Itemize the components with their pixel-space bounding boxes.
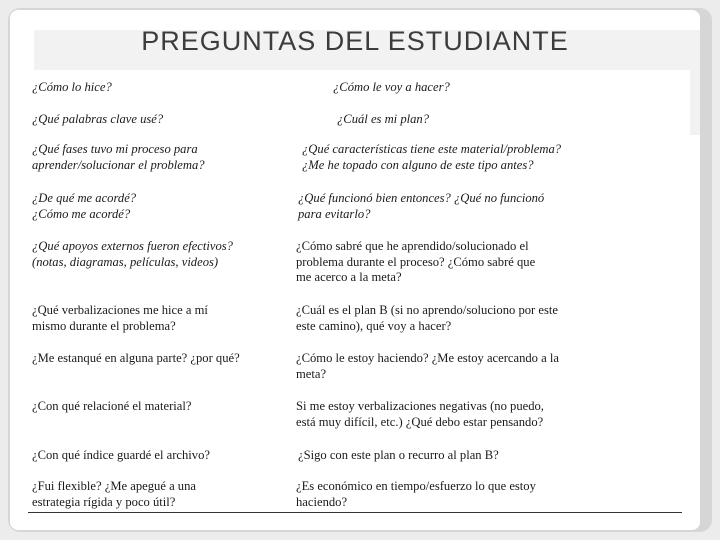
left-question-7: ¿Me estanqué en alguna parte? ¿por qué? bbox=[32, 351, 240, 365]
left-question-2: ¿Qué palabras clave usé? bbox=[32, 112, 164, 126]
left-question-1: ¿Cómo lo hice? bbox=[32, 80, 112, 94]
right-question-9: ¿Sigo con este plan o recurro al plan B? bbox=[298, 448, 499, 462]
right-question-3: ¿Qué características tiene este material/problema? ¿Me he topado con alguno de este tipo antes? bbox=[302, 142, 562, 172]
slide-title: PREGUNTAS DEL ESTUDIANTE bbox=[141, 26, 569, 56]
left-question-5: ¿Qué apoyos externos fueron efectivos? (notas, diagramas, películas, videos) bbox=[32, 239, 233, 269]
right-question-7: ¿Cómo le estoy haciendo? ¿Me estoy acercando a la meta? bbox=[296, 351, 559, 381]
right-question-10: ¿Es económico en tiempo/esfuerzo lo que estoy haciendo? bbox=[296, 479, 536, 509]
right-question-2: ¿Cuál es mi plan? bbox=[337, 112, 430, 126]
left-question-8: ¿Con qué relacioné el material? bbox=[32, 399, 192, 413]
left-question-3: ¿Qué fases tuvo mi proceso para aprender/solucionar el problema? bbox=[32, 142, 205, 172]
left-question-10: ¿Fui flexible? ¿Me apegué a una estrategia rígida y poco útil? bbox=[32, 479, 196, 509]
left-question-9: ¿Con qué índice guardé el archivo? bbox=[32, 448, 210, 462]
right-question-5: ¿Cómo sabré que he aprendido/solucionado el problema durante el proceso? ¿Cómo sabré que me acerco a la meta? bbox=[296, 239, 536, 284]
left-question-6: ¿Qué verbalizaciones me hice a mí mismo durante el problema? bbox=[32, 303, 208, 333]
left-question-4: ¿De qué me acordé? ¿Cómo me acordé? bbox=[32, 191, 137, 221]
right-question-6: ¿Cuál es el plan B (si no aprendo/soluciono por este este camino), qué voy a hacer? bbox=[296, 303, 558, 333]
right-question-4: ¿Qué funcionó bien entonces? ¿Qué no funcionó para evitarlo? bbox=[298, 191, 545, 221]
right-question-1: ¿Cómo le voy a hacer? bbox=[333, 80, 450, 94]
bottom-rule bbox=[28, 512, 682, 513]
right-question-8: Si me estoy verbalizaciones negativas (no puedo, está muy difícil, etc.) ¿Qué debo estar pensando? bbox=[296, 399, 544, 429]
